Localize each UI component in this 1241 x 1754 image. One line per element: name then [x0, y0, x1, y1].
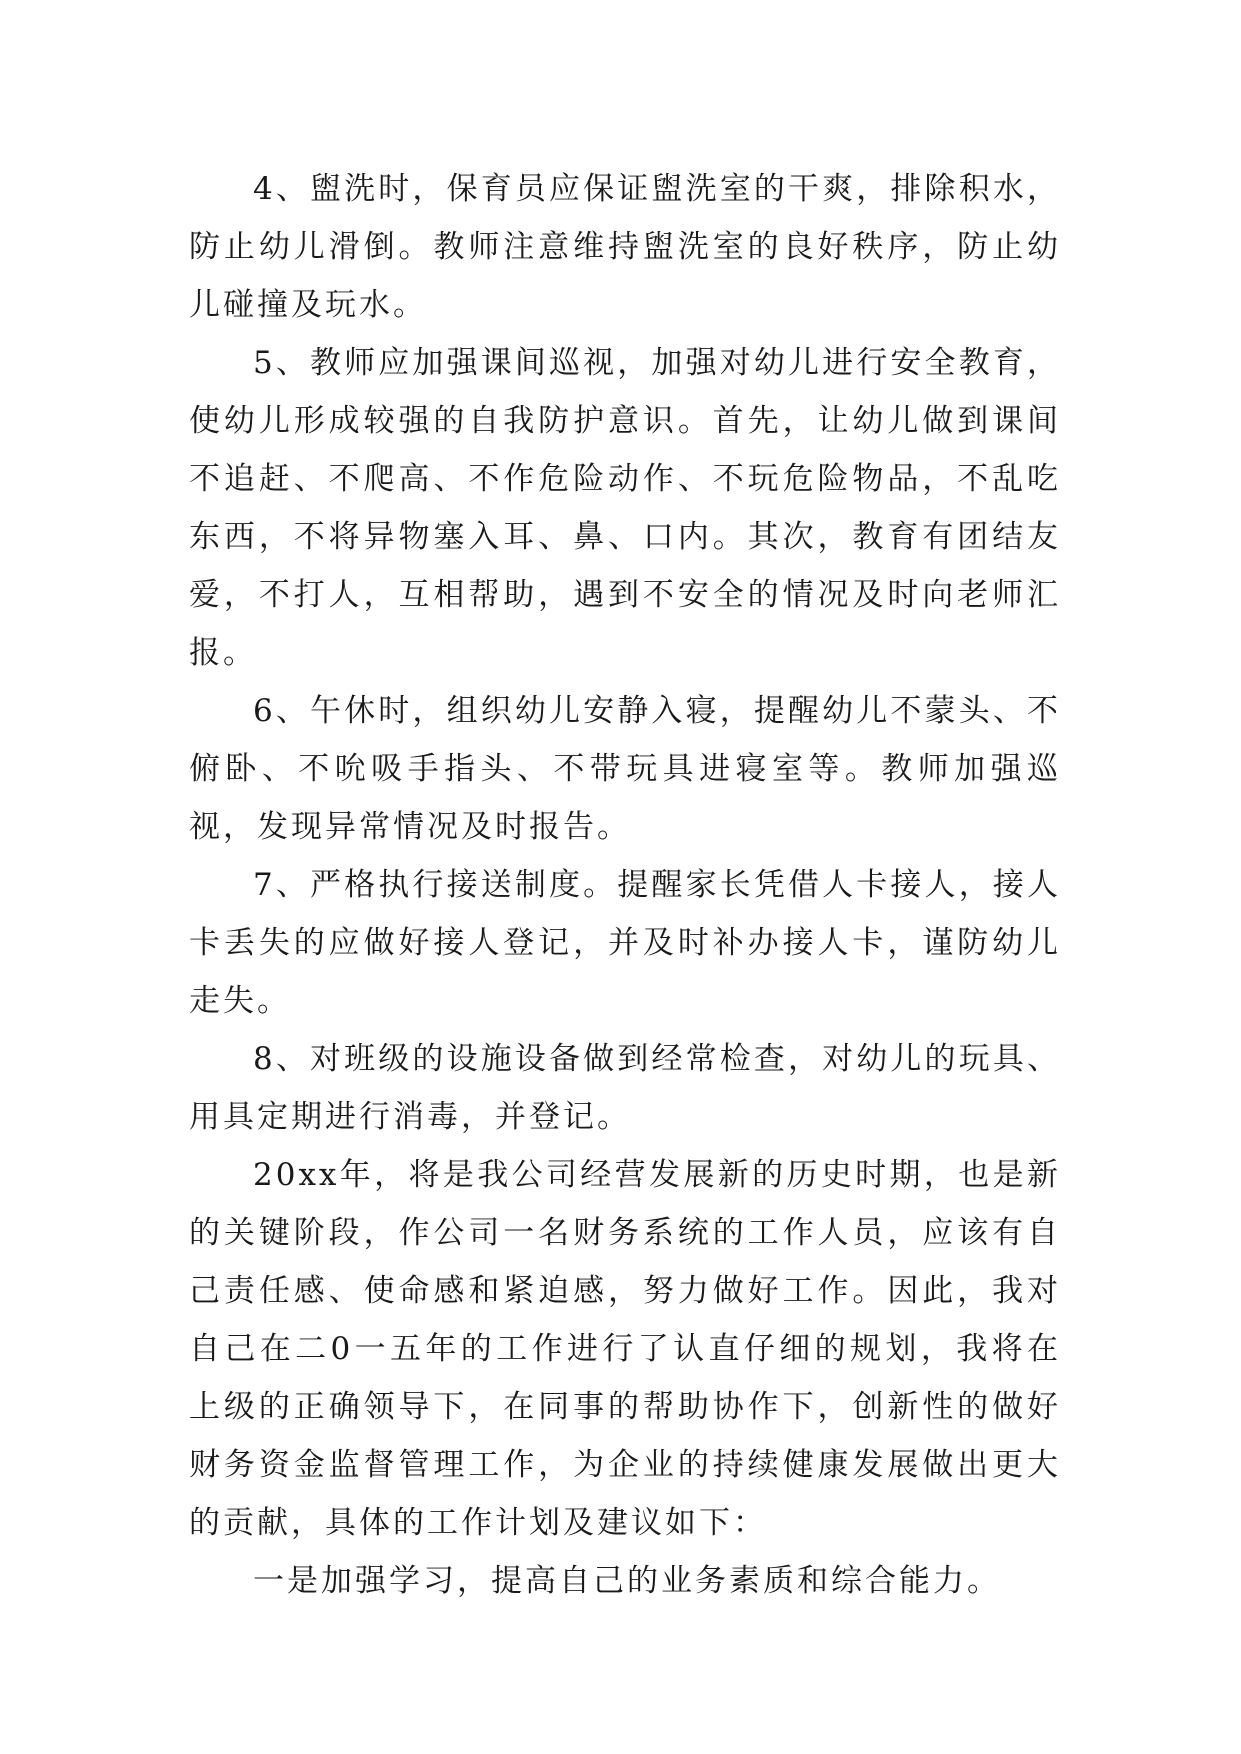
paragraph-item-7: 7、严格执行接送制度。提醒家长凭借人卡接人，接人卡丢失的应做好接人登记，并及时补办接人卡，谨防幼儿走失。: [189, 867, 1061, 1019]
paragraph-item-8: 8、对班级的设施设备做到经常检查，对幼儿的玩具、用具定期进行消毒，并登记。: [189, 1041, 1061, 1135]
paragraph-item-5: 5、教师应加强课间巡视，加强对幼儿进行安全教育，使幼儿形成较强的自我防护意识。首先，让幼儿做到课间不追赶、不爬高、不作危险动作、不玩危险物品，不乱吃东西，不将异物塞入耳、鼻、口内。其次，教育有团结友爱，不打人，互相帮助，遇到不安全的情况及时向老师汇报。: [189, 345, 1061, 671]
document-body: [189, 160, 1061, 1610]
paragraph-item-6: 6、午休时，组织幼儿安静入寝，提醒幼儿不蒙头、不俯卧、不吮吸手指头、不带玩具进寝室等。教师加强巡视，发现异常情况及时报告。: [189, 693, 1061, 845]
paragraph-plan-intro: 20xx年，将是我公司经营发展新的历史时期，也是新的关键阶段，作公司一名财务系统的工作人员，应该有自己责任感、使命感和紧迫感，努力做好工作。因此，我对自己在二0一五年的工作进行了认直仔细的规划，我将在上级的正确领导下，在同事的帮助协作下，创新性的做好财务资金监督管理工作，为企业的持续健康发展做出更大的贡献，具体的工作计划及建议如下：: [189, 1157, 1061, 1541]
paragraph-plan-point-1: 一是加强学习，提高自己的业务素质和综合能力。: [253, 1563, 1001, 1599]
paragraph-item-4: 4、盥洗时，保育员应保证盥洗室的干爽，排除积水，防止幼儿滑倒。教师注意维持盥洗室的良好秩序，防止幼儿碰撞及玩水。: [189, 171, 1061, 323]
